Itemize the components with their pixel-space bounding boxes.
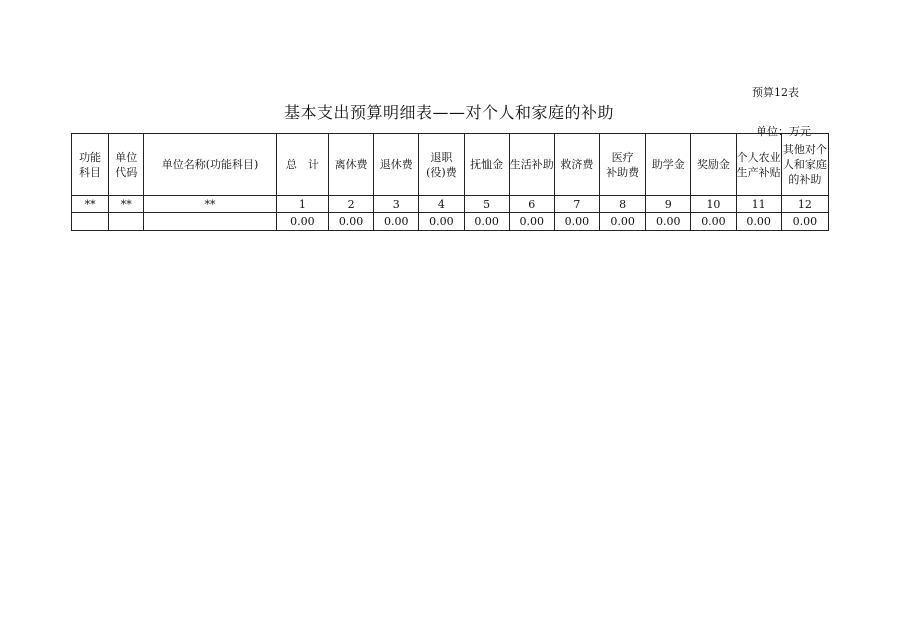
index-row <box>72 196 829 213</box>
header-row <box>72 134 829 196</box>
col-header-other-subsidy: 其他对个 人和家庭 的补助 <box>781 134 828 196</box>
col-header-living-subsidy: 生活补助 <box>509 134 554 196</box>
value-row <box>72 213 829 231</box>
table-cell: 0.00 <box>600 213 646 231</box>
table-cell: 2 <box>328 196 373 213</box>
col-header-function-subject: 功能 科目 <box>72 134 109 196</box>
col-header-unit-name: 单位名称(功能科目) <box>144 134 277 196</box>
col-header-relief: 救济费 <box>554 134 599 196</box>
table-cell: 10 <box>691 196 736 213</box>
col-header-agri-subsidy: 个人农业 生产补贴 <box>736 134 781 196</box>
table-cell <box>144 213 277 231</box>
table-cell: 4 <box>419 196 464 213</box>
table-cell: 0.00 <box>509 213 554 231</box>
table-cell: 5 <box>464 196 509 213</box>
table-cell: ** <box>144 196 277 213</box>
table-cell: 3 <box>374 196 419 213</box>
col-header-retirement-cadre: 离休费 <box>328 134 373 196</box>
table-cell: 11 <box>736 196 781 213</box>
table-cell: 0.00 <box>419 213 464 231</box>
table-cell: 0.00 <box>464 213 509 231</box>
col-header-pension: 抚恤金 <box>464 134 509 196</box>
unit-label: 单位：万元 <box>756 125 811 138</box>
table-cell: 0.00 <box>646 213 691 231</box>
table-cell: 0.00 <box>736 213 781 231</box>
col-header-resignation: 退职 (役)费 <box>419 134 464 196</box>
table-cell: 0.00 <box>691 213 736 231</box>
table-cell <box>72 213 109 231</box>
table-cell: ** <box>72 196 109 213</box>
col-header-total: 总 计 <box>276 134 328 196</box>
table-cell: 8 <box>600 196 646 213</box>
table-cell <box>109 213 144 231</box>
table-cell: 9 <box>646 196 691 213</box>
col-header-retirement: 退休费 <box>374 134 419 196</box>
table-cell: 6 <box>509 196 554 213</box>
form-number: 预算12表 <box>752 86 799 99</box>
col-header-medical-subsidy: 医疗 补助费 <box>600 134 646 196</box>
col-header-student-aid: 助学金 <box>646 134 691 196</box>
subsidy-table <box>71 133 829 231</box>
table-cell: 0.00 <box>328 213 373 231</box>
col-header-unit-code: 单位 代码 <box>109 134 144 196</box>
page-title: 基本支出预算明细表——对个人和家庭的补助 <box>283 103 614 122</box>
table-cell: 0.00 <box>781 213 828 231</box>
table-cell: 0.00 <box>374 213 419 231</box>
table-cell: 0.00 <box>276 213 328 231</box>
table-cell: 12 <box>781 196 828 213</box>
col-header-award: 奖励金 <box>691 134 736 196</box>
table-cell: 0.00 <box>554 213 599 231</box>
table-cell: ** <box>109 196 144 213</box>
table-cell: 7 <box>554 196 599 213</box>
table-cell: 1 <box>276 196 328 213</box>
